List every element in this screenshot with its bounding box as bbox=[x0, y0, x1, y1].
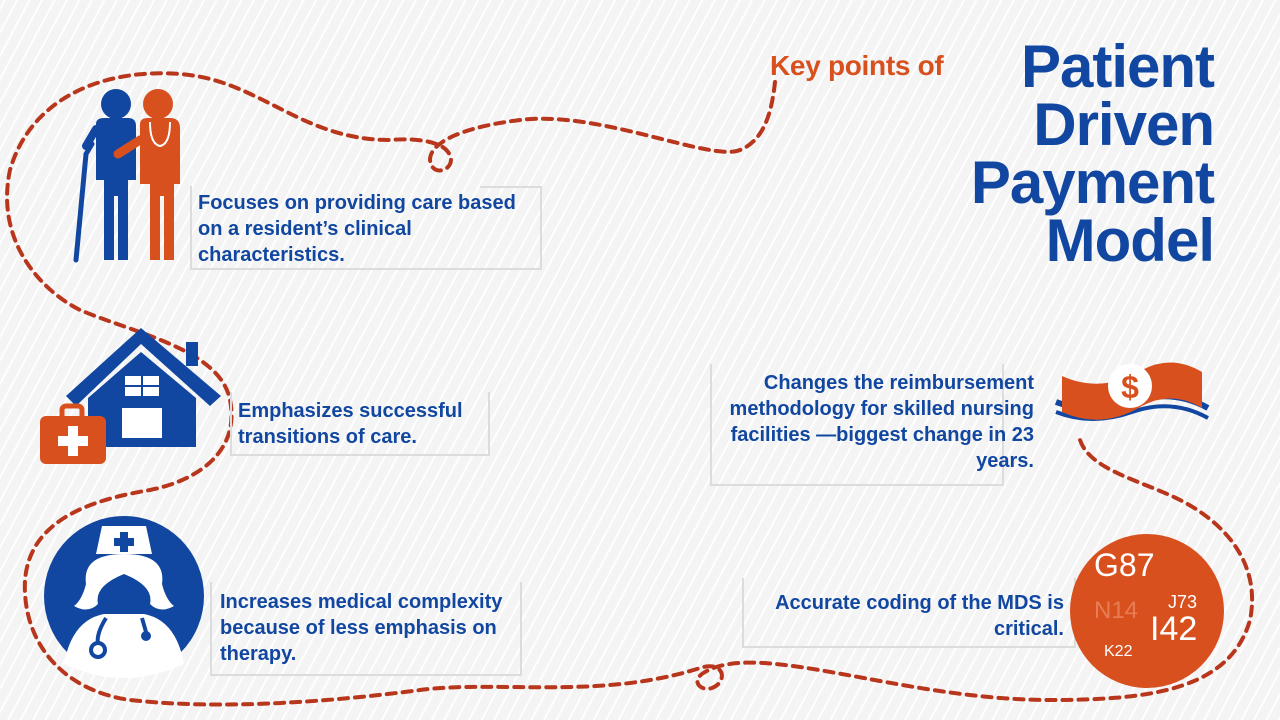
title-prefix: Key points of bbox=[770, 50, 944, 81]
nurse-icon bbox=[42, 514, 207, 679]
title-line: Driven bbox=[1033, 91, 1214, 158]
code-label: I42 bbox=[1150, 610, 1198, 648]
code-label: N14 bbox=[1094, 597, 1139, 624]
point-text: Emphasizes successful transitions of care. bbox=[238, 400, 463, 448]
diagnosis-codes-badge-icon bbox=[1068, 532, 1226, 690]
code-label: G87 bbox=[1094, 547, 1155, 583]
point-text: Changes the reimbursement methodology for skilled nursing facilities —biggest change in 23 years. bbox=[729, 372, 1034, 472]
code-label: K22 bbox=[1104, 643, 1133, 660]
code-label: J73 bbox=[1168, 592, 1198, 612]
elderly-and-caregiver-icon bbox=[66, 84, 196, 264]
dollar-bill-icon bbox=[1052, 346, 1212, 458]
home-with-medical-kit-icon bbox=[36, 322, 226, 467]
title-line: Model bbox=[1045, 207, 1214, 274]
point-text: Focuses on providing care based on a resident’s clinical characteristics. bbox=[198, 192, 516, 266]
page-title bbox=[894, 33, 1214, 274]
point-text: Increases medical complexity because of less emphasis on therapy. bbox=[220, 591, 503, 665]
point-frame-top bbox=[480, 186, 540, 188]
title-line: Payment bbox=[970, 149, 1214, 216]
point-text: Accurate coding of the MDS is critical. bbox=[775, 592, 1064, 640]
svg-text:$: $ bbox=[1121, 369, 1139, 405]
title-line: Patient bbox=[1020, 33, 1214, 100]
